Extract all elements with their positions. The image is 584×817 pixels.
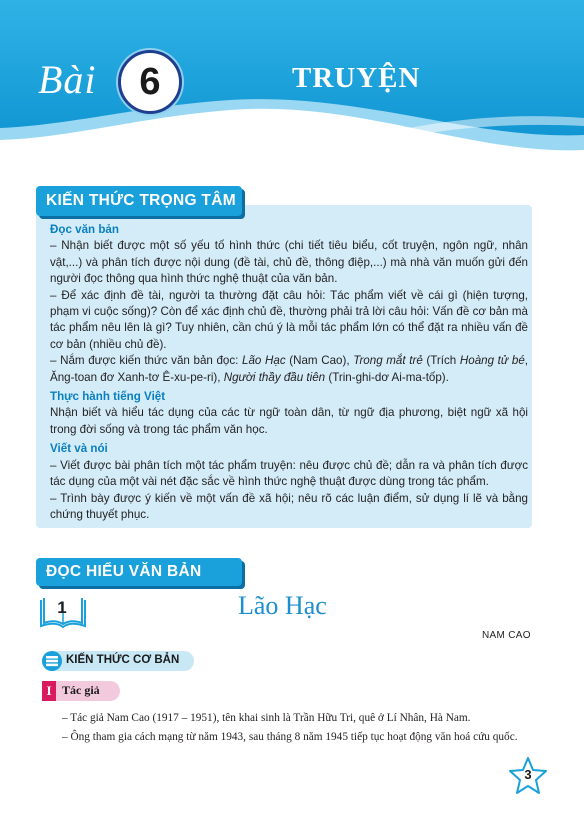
paragraph: – Trình bày được ý kiến về một vấn đề xã hội; nêu rõ các luận điểm, sử dụng lí lẽ và bằng chứng thuyết phục. (50, 491, 528, 521)
basic-knowledge-label: KIẾN THỨC CƠ BẢN (66, 654, 180, 666)
section-heading-writing: Viết và nói (50, 442, 108, 456)
lesson-title: TRUYỆN (292, 62, 421, 94)
works-paragraph (50, 353, 528, 386)
works-text: (Trích (422, 354, 460, 368)
work-title: Lão Hạc (242, 354, 286, 368)
works-text: , Ăng-toan đơ Xanh-tơ Ê-xu-pe-ri), (50, 354, 529, 384)
work-title: Người thầy đầu tiên (223, 370, 326, 384)
work-title: Hoàng tử bé (459, 354, 525, 368)
subsection-number: I (42, 681, 56, 701)
text-number: 1 (57, 598, 67, 617)
works-text: – Nắm được kiến thức văn bản đọc: (50, 354, 243, 368)
author-name: NAM CAO (482, 630, 531, 641)
works-text: (Nam Cao), (285, 354, 354, 368)
subsection-label: Tác giả (62, 683, 100, 697)
book-stack-icon (42, 651, 62, 671)
paragraph: – Nhận biết được một số yếu tố hình thức (chi tiết tiêu biểu, cốt truyện, ngôn ngữ, nhân vật,...) và phân tích được nội dung (đề tài, chủ đề, thông điệp,...) mà nhà văn muốn gửi đến người đọc thông qua hình thức nghệ thuật của văn bản. (50, 239, 528, 286)
section-heading-vietnamese: Thực hành tiếng Việt (50, 390, 166, 404)
paragraph: – Viết được bài phân tích một tác phẩm truyện: nêu được chủ đề; dẫn ra và phân tích được tác dụng của một vài nét đặc sắc về hình thức nghệ thuật được dùng trong tác phẩm. (50, 458, 528, 489)
text-title: Lão Hạc (238, 591, 327, 620)
section-heading-reading: Đọc văn bản (50, 223, 119, 236)
key-knowledge-content (50, 222, 528, 523)
page-number: 3 (524, 767, 532, 782)
paragraph: Nhận biết và hiểu tác dụng của các từ ngữ toàn dân, từ ngữ địa phương, biệt ngữ xã hội trong đời sống và trong tác phẩm văn học. (50, 406, 528, 436)
works-text: (Trin-ghi-dơ Ai-ma-tốp). (325, 370, 449, 384)
lesson-number: 6 (139, 60, 161, 103)
key-knowledge-title: KIẾN THỨC TRỌNG TÂM (46, 192, 236, 209)
lesson-word: Bài (38, 57, 97, 102)
author-info (62, 709, 542, 747)
body-line: – Ông tham gia cách mạng từ năm 1943, sau tháng 8 năm 1945 tiếp tục hoạt động văn hoá cứu quốc. (62, 731, 518, 743)
paragraph: – Để xác định đề tài, người ta thường đặt câu hỏi: Tác phẩm viết về cái gì (hiện tượng, phạm vi cuộc sống)? Còn để xác định chủ đề, thường phải trả lời câu hỏi: Vấn đề cơ bản mà tác phẩm nêu lên là gì? Tuy nhiên, cần chú ý là mỗi tác phẩm lớn có thể đặt ra nhiều vấn đề cơ bản (nhiều chủ đề). (50, 288, 528, 351)
reading-banner (36, 558, 242, 586)
body-line: – Tác giả Nam Cao (1917 – 1951), tên khai sinh là Trần Hữu Tri, quê ở Lí Nhân, Hà Nam. (62, 712, 471, 724)
reading-banner-title: ĐỌC HIỂU VĂN BẢN (46, 563, 202, 580)
work-title: Trong mắt trẻ (353, 354, 423, 368)
lesson-number-badge (118, 50, 182, 114)
key-knowledge-banner (36, 186, 242, 216)
